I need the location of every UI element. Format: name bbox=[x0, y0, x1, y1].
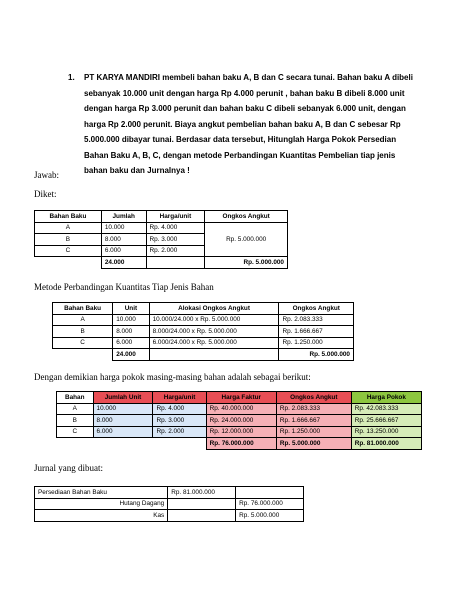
empty-cell bbox=[153, 438, 206, 450]
table-cell: A bbox=[53, 314, 113, 326]
diket-label: Diket: bbox=[34, 189, 57, 199]
problem-number: 1. bbox=[68, 73, 75, 82]
table-cell: C bbox=[57, 426, 94, 438]
journal-credit: Rp. 76.000.000 bbox=[236, 498, 304, 510]
table-cell: Rp. 1.250.000 bbox=[279, 337, 354, 349]
table-row bbox=[57, 415, 422, 427]
table-cell: Rp. 24.000.000 bbox=[206, 415, 276, 427]
table-cell: 6.000 bbox=[93, 426, 153, 438]
table-row bbox=[57, 403, 422, 415]
col-header: Bahan Baku bbox=[53, 303, 113, 315]
table-row bbox=[53, 314, 354, 326]
col-header: Jumlah Unit bbox=[93, 392, 153, 404]
table-cell: C bbox=[35, 245, 102, 257]
table-cell: Rp. 4.000 bbox=[153, 403, 206, 415]
table-cell: 6.000/24.000 x Rp. 5.000.000 bbox=[149, 337, 279, 349]
total-row bbox=[57, 438, 422, 450]
table-cell: Rp. 42.083.333 bbox=[351, 403, 421, 415]
table-cell: B bbox=[53, 326, 113, 338]
total-cell: Rp. 81.000.000 bbox=[351, 438, 421, 450]
jurnal-label: Jurnal yang dibuat: bbox=[34, 463, 103, 473]
table-cell: Rp. 1.666.667 bbox=[276, 415, 351, 427]
col-header: Harga/unit bbox=[146, 211, 205, 223]
table-cell: 10.000 bbox=[101, 222, 146, 234]
col-header: Bahan Baku bbox=[35, 211, 102, 223]
table-cell: Rp. 1.250.000 bbox=[276, 426, 351, 438]
journal-account: Hutang Dagang bbox=[35, 498, 168, 510]
total-cell: Rp. 5.000.000 bbox=[205, 257, 288, 269]
total-row bbox=[53, 349, 354, 361]
col-header: Jumlah bbox=[101, 211, 146, 223]
table-cell: Rp. 3.000 bbox=[153, 415, 206, 427]
table-cell: Rp. 4.000 bbox=[146, 222, 205, 234]
journal-row bbox=[35, 510, 304, 522]
table-cell: 10.000/24.000 x Rp. 5.000.000 bbox=[149, 314, 279, 326]
journal-row bbox=[35, 487, 304, 499]
total-row bbox=[35, 257, 288, 269]
total-cell: Rp. 76.000.000 bbox=[206, 438, 276, 450]
table-row bbox=[35, 222, 288, 234]
total-cell: 24.000 bbox=[101, 257, 146, 269]
table-cell: A bbox=[35, 222, 102, 234]
alokasi-table bbox=[52, 302, 354, 361]
col-header: Unit bbox=[113, 303, 149, 315]
table-cell: B bbox=[35, 234, 102, 246]
journal-debit bbox=[168, 510, 236, 522]
merged-ongkos-cell: Rp. 5.000.000 bbox=[205, 222, 288, 257]
table-cell: 8.000/24.000 x Rp. 5.000.000 bbox=[149, 326, 279, 338]
empty-cell bbox=[35, 257, 102, 269]
table-cell: 10.000 bbox=[113, 314, 149, 326]
table-cell: Rp. 2.083.333 bbox=[276, 403, 351, 415]
table-row bbox=[53, 337, 354, 349]
diket-table bbox=[34, 210, 288, 269]
problem-text: PT KARYA MANDIRI membeli bahan baku A, B dan C secara tunai. Bahan baku A dibeli sebanyak 10.000 unit dengan harga Rp 4.000 perunit , bahan baku B dibeli 8.000 unit dengan harga Rp 3.000 perunit dan bahan baku C dibeli sebanyak 6.000 unit, dengan harga Rp 2.000 perunit. Biaya angkut pembelian bahan baku A, B dan C sebesar Rp 5.000.000 dibayar tunai. Berdasar data tersebut, Hitunglah Harga Pokok Persedian Bahan Baku A, B, C, dengan metode Perbandingan Kuantitas Pembelian tiap jenis bahan baku dan Jurnalnya ! bbox=[84, 73, 413, 175]
table-header-row bbox=[53, 303, 354, 315]
journal-table bbox=[34, 486, 304, 522]
table-row bbox=[57, 426, 422, 438]
journal-debit bbox=[168, 498, 236, 510]
table-cell: Rp. 25.666.667 bbox=[351, 415, 421, 427]
table-cell: C bbox=[53, 337, 113, 349]
demikian-label: Dengan demikian harga pokok masing-masing bahan adalah sebagai berikut: bbox=[34, 372, 311, 382]
col-header: Ongkos Angkut bbox=[276, 392, 351, 404]
metode-label: Metode Perbandingan Kuantitas Tiap Jenis Bahan bbox=[34, 282, 214, 292]
table-header-row bbox=[35, 211, 288, 223]
empty-cell bbox=[146, 257, 205, 269]
jawab-label: Jawab: bbox=[34, 170, 59, 180]
total-cell: Rp. 5.000.000 bbox=[279, 349, 354, 361]
empty-cell bbox=[149, 349, 279, 361]
col-header: Bahan bbox=[57, 392, 94, 404]
table-cell: Rp. 2.000 bbox=[146, 245, 205, 257]
harga-pokok-table bbox=[56, 391, 422, 450]
journal-credit: Rp. 5.000.000 bbox=[236, 510, 304, 522]
col-header: Harga/unit bbox=[153, 392, 206, 404]
total-cell: 24.000 bbox=[113, 349, 149, 361]
empty-cell bbox=[57, 438, 94, 450]
col-header: Ongkos Angkut bbox=[205, 211, 288, 223]
empty-cell bbox=[53, 349, 113, 361]
journal-credit bbox=[236, 487, 304, 499]
table-cell: B bbox=[57, 415, 94, 427]
table-cell: Rp. 2.083.333 bbox=[279, 314, 354, 326]
table-cell: 8.000 bbox=[93, 415, 153, 427]
col-header: Alokasi Ongkos Angkut bbox=[149, 303, 279, 315]
journal-debit: Rp. 81.000.000 bbox=[168, 487, 236, 499]
col-header: Harga Pokok bbox=[351, 392, 421, 404]
total-cell: Rp. 5.000.000 bbox=[276, 438, 351, 450]
table-cell: Rp. 3.000 bbox=[146, 234, 205, 246]
table-cell: Rp. 2.000 bbox=[153, 426, 206, 438]
table-cell: 6.000 bbox=[101, 245, 146, 257]
table-cell: Rp. 1.666.667 bbox=[279, 326, 354, 338]
table-cell: 10.000 bbox=[93, 403, 153, 415]
empty-cell bbox=[93, 438, 153, 450]
table-cell: Rp. 40.000.000 bbox=[206, 403, 276, 415]
table-cell: A bbox=[57, 403, 94, 415]
problem-statement bbox=[68, 70, 418, 179]
table-header-row bbox=[57, 392, 422, 404]
col-header: Ongkos Angkut bbox=[279, 303, 354, 315]
table-row bbox=[53, 326, 354, 338]
journal-account: Kas bbox=[35, 510, 168, 522]
table-cell: 8.000 bbox=[113, 326, 149, 338]
table-cell: Rp. 12.000.000 bbox=[206, 426, 276, 438]
table-cell: Rp. 13.250.000 bbox=[351, 426, 421, 438]
journal-row bbox=[35, 498, 304, 510]
table-cell: 6.000 bbox=[113, 337, 149, 349]
col-header: Harga Faktur bbox=[206, 392, 276, 404]
journal-account: Persediaan Bahan Baku bbox=[35, 487, 168, 499]
table-cell: 8.000 bbox=[101, 234, 146, 246]
